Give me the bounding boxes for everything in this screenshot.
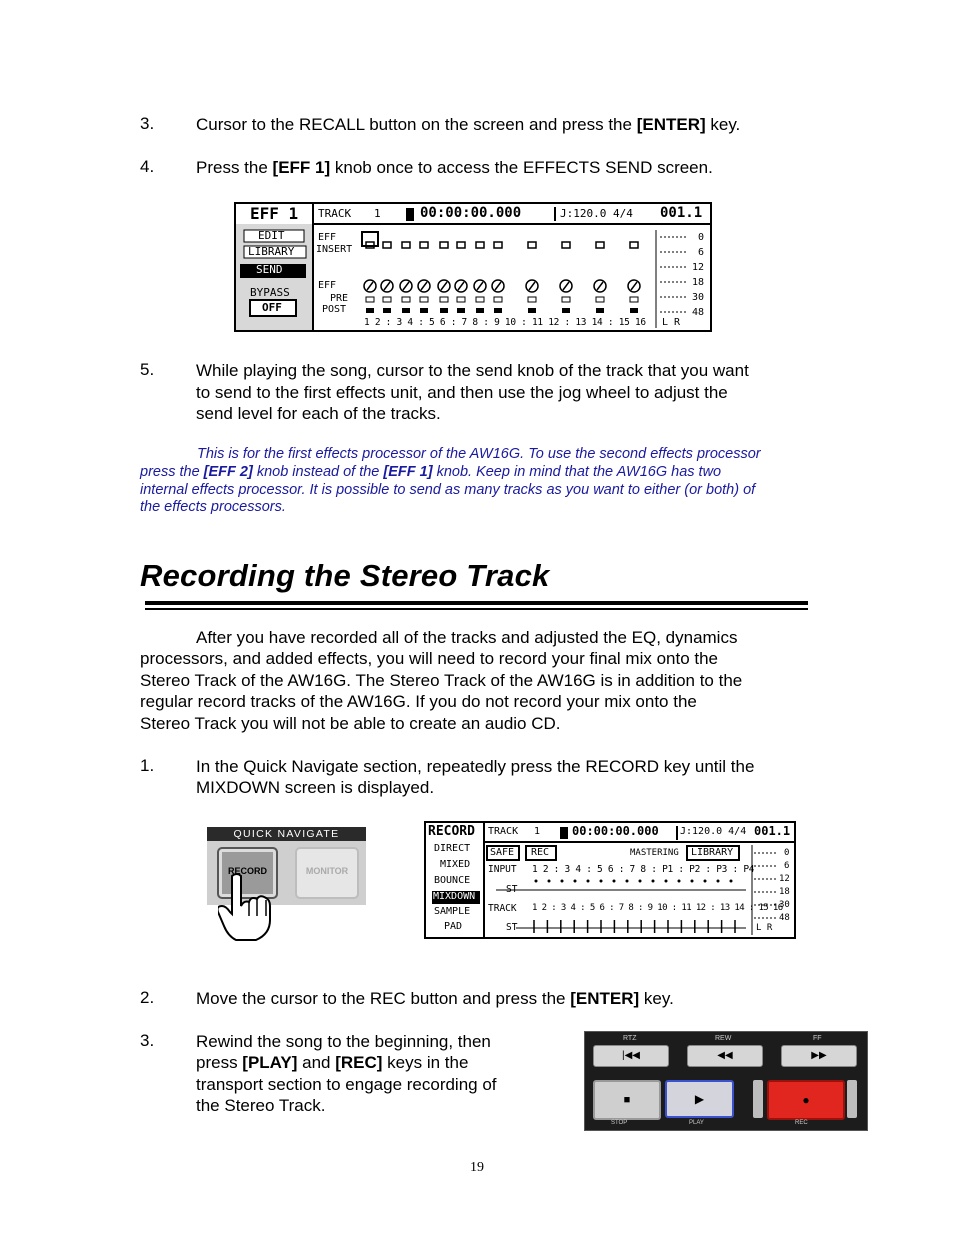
step-3b-play: [PLAY] bbox=[242, 1053, 298, 1072]
pre-square[interactable] bbox=[494, 297, 502, 302]
rtz-icon: |◀◀ bbox=[622, 1050, 640, 1061]
eff-meter-0: 0 bbox=[698, 232, 705, 243]
eff-meter-48: 48 bbox=[692, 307, 705, 318]
record-meter-30: 30 bbox=[779, 900, 790, 910]
insert-send-square[interactable] bbox=[630, 242, 638, 248]
insert-send-square[interactable] bbox=[596, 242, 604, 248]
monitor-key[interactable] bbox=[295, 847, 359, 899]
note-eff2: [EFF 2] bbox=[203, 464, 253, 480]
monitor-key-label: MONITOR bbox=[305, 866, 349, 876]
input-dot-mark bbox=[600, 880, 603, 883]
pre-square[interactable] bbox=[476, 297, 484, 302]
rtz-label: RTZ bbox=[623, 1035, 637, 1042]
step-3-post: key. bbox=[705, 115, 741, 134]
step-2-bold: [ENTER] bbox=[570, 989, 640, 1008]
pre-square[interactable] bbox=[562, 297, 570, 302]
record-screen-title: RECORD bbox=[428, 824, 475, 839]
post-square[interactable] bbox=[383, 308, 391, 313]
record-menu-bounce[interactable]: BOUNCE bbox=[434, 875, 471, 886]
section-heading: Recording the Stereo Track bbox=[140, 558, 550, 593]
record-track-numbers: 1 2 : 3 4 : 5 6 : 7 8 : 9 10 : 11 12 : 13 14 : 15 16 bbox=[532, 903, 783, 913]
note-text-1: This is for the first effects processor of the AW16G. To use the second effects processor bbox=[197, 446, 761, 462]
stop-button[interactable] bbox=[593, 1080, 661, 1120]
eff-off-button[interactable]: OFF bbox=[262, 301, 282, 314]
eff-row-post: POST bbox=[322, 304, 347, 315]
post-square[interactable] bbox=[596, 308, 604, 313]
eff-row-insert: INSERT bbox=[316, 244, 353, 255]
heading-rule-thin bbox=[145, 608, 808, 610]
step-1-line-1: In the Quick Navigate section, repeatedly press the RECORD key until the bbox=[196, 757, 755, 776]
input-dot-mark bbox=[691, 880, 694, 883]
play-button[interactable] bbox=[665, 1080, 734, 1118]
step-3b-line-1: Rewind the song to the beginning, then bbox=[196, 1032, 491, 1051]
pre-square[interactable] bbox=[457, 297, 465, 302]
step-2-text bbox=[196, 988, 674, 1010]
input-dot-mark bbox=[639, 880, 642, 883]
rew-label: REW bbox=[715, 1035, 732, 1042]
pre-square[interactable] bbox=[528, 297, 536, 302]
step-3-text bbox=[196, 114, 740, 136]
step-3b-post: keys in the bbox=[382, 1053, 469, 1072]
step-1-line-2: MIXDOWN screen is displayed. bbox=[196, 778, 435, 797]
play-icon: ▶ bbox=[694, 1092, 705, 1106]
record-input-label: INPUT bbox=[488, 864, 517, 875]
pointing-hand-icon bbox=[218, 872, 290, 944]
input-dot-mark bbox=[652, 880, 655, 883]
step-5-number: 5. bbox=[140, 360, 155, 379]
record-dot-icon: ● bbox=[802, 1093, 810, 1107]
record-meter-6: 6 bbox=[784, 861, 790, 871]
post-square[interactable] bbox=[366, 308, 374, 313]
input-dot-mark bbox=[678, 880, 681, 883]
record-menu-pad[interactable]: PAD bbox=[444, 921, 463, 932]
note-text-2a: press the bbox=[140, 464, 204, 480]
record-menu-mixed[interactable]: MIXED bbox=[440, 859, 471, 870]
record-menu-direct[interactable]: DIRECT bbox=[434, 843, 471, 854]
input-dot-mark bbox=[535, 880, 538, 883]
insert-send-square[interactable] bbox=[562, 242, 570, 248]
post-square[interactable] bbox=[528, 308, 536, 313]
intro-line-3: Stereo Track of the AW16G. The Stereo Track of the AW16G is in addition to the bbox=[140, 671, 743, 690]
step-3b-rec: [REC] bbox=[335, 1053, 383, 1072]
eff-row-eff: EFF bbox=[318, 232, 337, 243]
rew-button[interactable] bbox=[687, 1045, 763, 1067]
step-2-post: key. bbox=[639, 989, 674, 1008]
insert-send-square[interactable] bbox=[494, 242, 502, 248]
input-dot-mark bbox=[665, 880, 668, 883]
eff-tempo: J:120.0 4/4 bbox=[560, 207, 633, 220]
record-input-numbers: 1 2 : 3 4 : 5 6 : 7 8 : P1 : P2 : P3 : P4 bbox=[532, 864, 755, 875]
note-line-3: internal effects processor. It is possible to send as many tracks as you want to either (or both) of bbox=[140, 482, 756, 498]
step-4-post: knob once to access the EFFECTS SEND screen. bbox=[330, 158, 713, 177]
eff-time: 00:00:00.000 bbox=[420, 205, 522, 221]
eff-meter-12: 12 bbox=[692, 262, 705, 273]
record-menu-mixdown[interactable]: MIXDOWN bbox=[433, 891, 476, 902]
rtz-button[interactable] bbox=[593, 1045, 669, 1067]
eff-screen-title: EFF 1 bbox=[250, 204, 299, 223]
insert-send-square[interactable] bbox=[383, 242, 391, 248]
record-tempo: J:120.0 4/4 bbox=[680, 826, 747, 837]
eff1-lcd-graphic bbox=[236, 204, 710, 330]
record-track-label: TRACK bbox=[488, 826, 519, 837]
step-3-number: 3. bbox=[140, 114, 155, 133]
insert-send-square[interactable] bbox=[476, 242, 484, 248]
step-3b-line-3: transport section to engage recording of bbox=[196, 1075, 497, 1094]
record-mastering-label: MASTERING bbox=[630, 848, 679, 858]
eff-send-knobs bbox=[364, 237, 688, 313]
ff-label: FF bbox=[813, 1035, 822, 1042]
input-dot-mark bbox=[548, 880, 551, 883]
post-square[interactable] bbox=[457, 308, 465, 313]
step-3b-number: 3. bbox=[140, 1031, 155, 1050]
eff1-lcd-screen bbox=[234, 202, 712, 332]
quick-navigate-title: QUICK NAVIGATE bbox=[207, 827, 366, 841]
rec-button-side-left bbox=[753, 1080, 763, 1118]
record-key-label: RECORD bbox=[227, 866, 267, 876]
eff-row-eff2: EFF bbox=[318, 280, 337, 291]
record-meter-48: 48 bbox=[779, 913, 790, 923]
eff-meter-30: 30 bbox=[692, 292, 705, 303]
input-dot-mark bbox=[704, 880, 707, 883]
eff-lr-label: L R bbox=[662, 317, 681, 328]
post-square[interactable] bbox=[440, 308, 448, 313]
eff-track-numbers: 1 2 : 3 4 : 5 6 : 7 8 : 9 10 : 11 12 : 13 14 : 15 16 bbox=[364, 317, 646, 328]
eff-menu-library[interactable]: LIBRARY bbox=[248, 245, 295, 258]
step-2-pre: Move the cursor to the REC button and press the bbox=[196, 989, 571, 1008]
eff-row-pre: PRE bbox=[330, 293, 349, 304]
note-eff1: [EFF 1] bbox=[383, 464, 433, 480]
eff-track-label: TRACK bbox=[318, 207, 352, 220]
record-menu-sample[interactable]: SAMPLE bbox=[434, 906, 471, 917]
intro-line-1: After you have recorded all of the tracks and adjusted the EQ, dynamics bbox=[196, 628, 738, 647]
transport-panel bbox=[584, 1031, 868, 1131]
eff-menu-send[interactable]: SEND bbox=[256, 263, 283, 276]
step-3-pre: Cursor to the RECALL button on the screen and press the bbox=[196, 115, 637, 134]
input-dot-mark bbox=[574, 880, 577, 883]
step-5-line-3: send level for each of the tracks. bbox=[196, 404, 441, 423]
input-dot-mark bbox=[561, 880, 564, 883]
record-time: 00:00:00.000 bbox=[572, 824, 659, 838]
eff-meter-18: 18 bbox=[692, 277, 705, 288]
eff-menu-edit[interactable]: EDIT bbox=[258, 229, 285, 242]
post-square[interactable] bbox=[562, 308, 570, 313]
record-lcd-graphic bbox=[426, 823, 794, 937]
record-lcd-screen bbox=[424, 821, 796, 939]
record-st-label-1: ST bbox=[506, 884, 518, 895]
rewind-icon: ◀◀ bbox=[717, 1050, 733, 1061]
input-dot-mark bbox=[717, 880, 720, 883]
eff-bar: 001.1 bbox=[660, 205, 703, 221]
input-dot-mark bbox=[587, 880, 590, 883]
insert-send-square[interactable] bbox=[457, 242, 465, 248]
step-3b-pre: press bbox=[196, 1053, 243, 1072]
post-square[interactable] bbox=[494, 308, 502, 313]
step-5-line-1: While playing the song, cursor to the send knob of the track that you want bbox=[196, 361, 749, 380]
record-rec-button[interactable]: REC bbox=[531, 847, 550, 858]
fast-forward-icon: ▶▶ bbox=[811, 1050, 827, 1061]
step-2-number: 2. bbox=[140, 988, 155, 1007]
step-4-text bbox=[196, 157, 713, 179]
intro-line-4: regular record tracks of the AW16G. If you do not record your mix onto the bbox=[140, 692, 697, 711]
post-square[interactable] bbox=[630, 308, 638, 313]
pre-square[interactable] bbox=[383, 297, 391, 302]
pre-square[interactable] bbox=[366, 297, 374, 302]
pre-square[interactable] bbox=[402, 297, 410, 302]
pre-square[interactable] bbox=[596, 297, 604, 302]
heading-rule-thick bbox=[145, 601, 808, 605]
record-safe-button[interactable]: SAFE bbox=[490, 847, 515, 858]
record-meter-18: 18 bbox=[779, 887, 790, 897]
rec-button[interactable] bbox=[767, 1080, 845, 1120]
post-square[interactable] bbox=[476, 308, 484, 313]
pre-square[interactable] bbox=[630, 297, 638, 302]
eff-meter-6: 6 bbox=[698, 247, 705, 258]
input-dot-mark bbox=[730, 880, 733, 883]
play-label: PLAY bbox=[689, 1120, 704, 1126]
step-3b-line-2 bbox=[196, 1052, 468, 1074]
post-square[interactable] bbox=[402, 308, 410, 313]
record-lr-label: L R bbox=[756, 923, 773, 933]
ff-button[interactable] bbox=[781, 1045, 857, 1067]
insert-send-square[interactable] bbox=[528, 242, 536, 248]
insert-send-square[interactable] bbox=[420, 242, 428, 248]
input-dot-mark bbox=[626, 880, 629, 883]
step-3b-line-4: the Stereo Track. bbox=[196, 1096, 326, 1115]
step-1-number: 1. bbox=[140, 756, 155, 775]
rec-label: REC bbox=[795, 1120, 808, 1126]
step-3b-mid: and bbox=[297, 1053, 336, 1072]
eff-bypass-label: BYPASS bbox=[250, 286, 290, 299]
stop-label: STOP bbox=[611, 1120, 628, 1126]
rec-button-side-right bbox=[847, 1080, 857, 1118]
pre-square[interactable] bbox=[440, 297, 448, 302]
eff-track-num: 1 bbox=[374, 207, 381, 220]
insert-send-square[interactable] bbox=[440, 242, 448, 248]
step-3-bold: [ENTER] bbox=[636, 115, 706, 134]
record-bar: 001.1 bbox=[754, 824, 791, 838]
input-dot-mark bbox=[613, 880, 616, 883]
record-st-label-2: ST bbox=[506, 922, 518, 933]
note-line-2 bbox=[140, 463, 820, 481]
step-4-number: 4. bbox=[140, 157, 155, 176]
note-text-2c: knob. Keep in mind that the AW16G has two bbox=[432, 464, 722, 480]
step-4-bold: [EFF 1] bbox=[272, 158, 331, 177]
record-library-button[interactable]: LIBRARY bbox=[691, 847, 734, 858]
note-line-1 bbox=[140, 445, 877, 463]
note-text-2b: knob instead of the bbox=[252, 464, 384, 480]
record-track-row-label: TRACK bbox=[488, 903, 517, 914]
step-5-line-2: to send to the first effects unit, and then use the jog wheel to adjust the bbox=[196, 383, 728, 402]
record-track-num: 1 bbox=[534, 826, 541, 837]
post-square[interactable] bbox=[420, 308, 428, 313]
intro-line-5: Stereo Track you will not be able to create an audio CD. bbox=[140, 714, 561, 733]
insert-send-square[interactable] bbox=[402, 242, 410, 248]
step-4-pre: Press the bbox=[196, 158, 273, 177]
stop-icon: ■ bbox=[623, 1094, 631, 1106]
page-number: 19 bbox=[470, 1160, 484, 1175]
intro-line-2: processors, and added effects, you will need to record your final mix onto the bbox=[140, 649, 719, 668]
record-meter-12: 12 bbox=[779, 874, 790, 884]
record-meter-0: 0 bbox=[784, 848, 790, 858]
note-line-4: the effects processors. bbox=[140, 499, 286, 515]
pre-square[interactable] bbox=[420, 297, 428, 302]
